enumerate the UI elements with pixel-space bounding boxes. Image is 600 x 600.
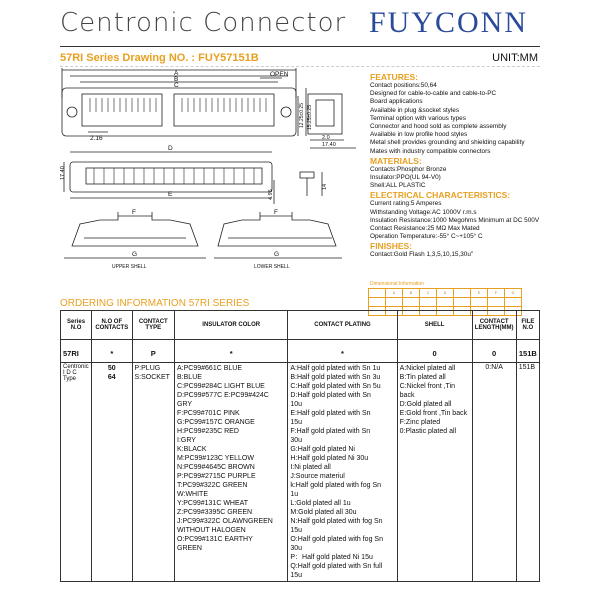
plating-option: 15u	[290, 419, 303, 426]
plating-option: D:Half gold plated with Sn	[290, 392, 371, 399]
feature-item: Available in plug &socket styles	[370, 106, 460, 114]
dim-label-d: D	[168, 145, 173, 152]
electrical-item: Withstanding Voltage:AC 1000V r.m.s	[370, 208, 477, 216]
color-option: F:PC99#701C PINK	[177, 410, 240, 417]
color-option: Y:PC99#131C WHEAT	[177, 500, 249, 507]
color-option: M:PC99#123C YELLOW	[177, 455, 254, 462]
features-heading: FEATURES:	[370, 72, 419, 82]
plating-option: Q:Half gold plated with Sn full	[290, 563, 383, 570]
dim-header: G	[505, 289, 522, 298]
col-header-plating: CONTACT PLATING	[288, 311, 397, 340]
material-item: Shell:ALL PLASTIC	[370, 182, 426, 190]
dim-cell	[454, 298, 471, 307]
shell-option: A:Nickel plated all	[399, 365, 456, 372]
color-option: D:PC99#577C E:PC99#424C	[177, 392, 269, 399]
type-option: P:PLUG	[134, 365, 161, 372]
plating-option: L:Gold plated all 1u	[290, 500, 351, 507]
material-item: Insulator:PPO(UL 94-V0)	[370, 174, 441, 182]
plating-option: k:Half gold plated with fog Sn	[290, 482, 382, 489]
dim-cell	[420, 298, 437, 307]
plating-option: 30u	[290, 545, 303, 552]
dim-cell	[369, 298, 386, 307]
feature-item: Board applications	[370, 98, 423, 106]
color-list	[175, 363, 288, 582]
dim-header: D	[437, 289, 454, 298]
code-series: 57RI	[61, 348, 92, 363]
color-option: WITHOUT HALOGEN	[177, 527, 246, 534]
dim-1525: 15.25±0.25	[307, 105, 313, 130]
shell-option: 0:Plastic plated all	[399, 428, 457, 435]
brand-logo: FUYCONN	[368, 6, 528, 39]
upper-shell-caption: UPPER SHELL	[112, 264, 147, 270]
finish-item: Contact:Gold Flash 1,3,5,10,15,30u"	[370, 251, 474, 259]
dim-495: 4.95	[268, 189, 274, 200]
color-option: N:PC99#4645C BROWN	[177, 464, 255, 471]
dim-label-g-lower: G	[274, 251, 280, 258]
dim-20: 2.0	[322, 135, 330, 141]
plating-option: H:Half gold plated Ni 30u	[290, 455, 369, 462]
dim-header: F	[488, 289, 505, 298]
plating-option: O:Half gold plated with fog Sn	[290, 536, 383, 543]
dim-cell	[471, 298, 488, 307]
dim-cell	[403, 298, 420, 307]
plating-option: 15u	[290, 527, 303, 534]
open-label: OPEN	[270, 71, 289, 78]
code-plating: *	[288, 348, 397, 363]
color-option: P:PC99#2715C PURPLE	[177, 473, 256, 480]
color-option: O:PC99#131C EARTHY	[177, 536, 253, 543]
technical-drawing	[60, 68, 366, 294]
title-rule	[60, 46, 540, 47]
color-option: GRY	[177, 401, 193, 408]
dim-cell	[386, 298, 403, 307]
plating-option: 10u	[290, 401, 303, 408]
electrical-item: Insulation Resistance:1000 Megohms Minimum at DC 500V	[370, 216, 540, 224]
unit-label: UNIT:MM	[492, 52, 538, 64]
shell-option: F:Zinc plated	[399, 419, 441, 426]
shell-option: E:Gold front ,Tin back	[399, 410, 468, 417]
col-header-file: FILE N.O	[516, 311, 539, 340]
dim-label-g-upper: G	[132, 251, 138, 258]
color-option: Z:PC99#3395C GREEN	[177, 509, 253, 516]
file-number: 151B	[516, 363, 539, 582]
page-title: Centronic Connector	[60, 8, 347, 38]
feature-item: Mates with industry compatible connectors	[370, 147, 491, 155]
plating-option: C:Half gold plated with Sn 5u	[290, 383, 381, 390]
code-color: *	[175, 348, 288, 363]
dim-header: A	[386, 289, 403, 298]
options-row	[61, 363, 540, 582]
dim-cell	[505, 298, 522, 307]
plating-option: 15u	[290, 572, 303, 579]
shell-option: D:Gold plated all	[399, 401, 452, 408]
plating-option: G:Half gold plated Ni	[290, 446, 355, 453]
electrical-item: Operation Temperature:-55° C~+105° C	[370, 233, 483, 241]
dim-label-c: C	[174, 82, 179, 89]
col-header-contacts: N.O OF CONTACTS	[92, 311, 132, 340]
contacts-option: 64	[107, 374, 116, 381]
dimension-caption: Dimensional Information	[370, 281, 424, 287]
feature-item: Designed for cable-to-cable and cable-to-PC	[370, 90, 497, 98]
shell-option: C:Nickel front ,Tin back	[399, 383, 456, 399]
color-option: J:PC99#322C OLAWNGREEN	[177, 518, 273, 525]
plating-option: I:Ni plated all	[290, 464, 331, 471]
dim-header: C	[420, 289, 437, 298]
plating-option: N:Half gold plated with fog Sn	[290, 518, 383, 525]
color-option: T:PC99#322C GREEN	[177, 482, 248, 489]
electrical-heading: ELECTRICAL CHARACTERISTICS:	[370, 190, 511, 201]
shell-option: B:Tin plated all	[399, 374, 446, 381]
dim-label-b: B	[174, 76, 179, 83]
dim-1740: 17.40	[322, 142, 336, 148]
dim-label-f-upper: F	[132, 209, 136, 216]
ordering-heading: ORDERING INFORMATION 57RI SERIES	[60, 298, 250, 309]
feature-item: Terminal option with various types	[370, 114, 466, 122]
dim-label-f-lower: F	[274, 209, 278, 216]
dim-1225: 12.25±0.25	[299, 103, 305, 128]
plating-option: 30u	[290, 437, 303, 444]
ordering-table	[60, 310, 540, 582]
code-type: P	[132, 348, 175, 363]
series-description: Centronic I D C Type	[61, 363, 92, 582]
dim-cell	[488, 298, 505, 307]
features-panel	[370, 72, 550, 260]
plating-option: P：Half gold plated Ni 15u	[290, 554, 373, 561]
shell-list	[397, 363, 472, 582]
part-code-row	[61, 348, 540, 363]
col-header-type: CONTACT TYPE	[132, 311, 175, 340]
dim-1740b: 17.40	[60, 166, 66, 180]
color-option: C:PC99#284C LIGHT BLUE	[177, 383, 265, 390]
code-shell: 0	[397, 348, 472, 363]
dim-header	[454, 289, 471, 298]
drawing-number: 57RI Series Drawing NO. : FUY57151B	[60, 52, 259, 64]
dim-14: 14	[322, 183, 328, 190]
col-header-shell: SHELL	[397, 311, 472, 340]
dim-216: 2.16	[90, 135, 103, 142]
divider	[60, 66, 540, 67]
code-file: 151B	[516, 348, 539, 363]
dim-header	[369, 289, 386, 298]
plating-list	[288, 363, 397, 582]
color-option: H:PC99#235C RED	[177, 428, 239, 435]
type-option: S:SOCKET	[134, 374, 170, 381]
plating-option: 1u	[290, 491, 299, 498]
color-option: B:BLUE	[177, 374, 202, 381]
col-header-series: Series N.O	[61, 311, 92, 340]
feature-item: Metal shell provides grounding and shielding capability	[370, 139, 525, 147]
dim-header: B	[403, 289, 420, 298]
plating-option: M:Gold plated all 30u	[290, 509, 357, 516]
dim-header: E	[471, 289, 488, 298]
finishes-heading: FINISHES:	[370, 241, 413, 252]
color-option: W:WHITE	[177, 491, 208, 498]
electrical-item: Current rating:5 Amperes	[370, 200, 442, 208]
plating-option: A:Half gold plated with Sn 1u	[290, 365, 381, 372]
dim-label-e: E	[168, 191, 173, 198]
contacts-list	[92, 363, 132, 582]
code-length: 0	[472, 348, 516, 363]
feature-item: Connector and hood sold as complete assembly	[370, 123, 507, 131]
feature-item: Contact positions:50,64	[370, 82, 437, 89]
lower-shell-caption: LOWER SHELL	[254, 264, 290, 270]
dim-cell	[437, 298, 454, 307]
code-contacts: *	[92, 348, 132, 363]
material-item: Contacts:Phosphor Bronze	[370, 165, 447, 173]
plating-option: B:Half gold plated with Sn 3u	[290, 374, 381, 381]
feature-item: Available in low profile hood styles	[370, 131, 468, 139]
electrical-item: Contact Resistance:25 MΩ Max Mated	[370, 225, 480, 233]
color-option: I:GRY	[177, 437, 196, 444]
plating-option: E:Half gold plated with Sn	[290, 410, 371, 417]
color-option: K:BLACK	[177, 446, 207, 453]
plating-option: J:Source materiul	[290, 473, 345, 480]
col-header-color: INSULATOR COLOR	[175, 311, 288, 340]
type-list	[132, 363, 175, 582]
color-option: G:PC99#157C ORANGE	[177, 419, 255, 426]
length-option: 0:N/A	[472, 363, 516, 582]
materials-heading: MATERIALS:	[370, 155, 422, 166]
color-option: GREEN	[177, 545, 202, 552]
dim-label-a: A	[174, 70, 179, 77]
plating-option: F:Half gold plated with Sn	[290, 428, 371, 435]
contacts-option: 50	[107, 365, 116, 372]
col-header-length: CONTACT LENGTH(MM)	[472, 311, 516, 340]
color-option: A:PC99#661C BLUE	[177, 365, 242, 372]
